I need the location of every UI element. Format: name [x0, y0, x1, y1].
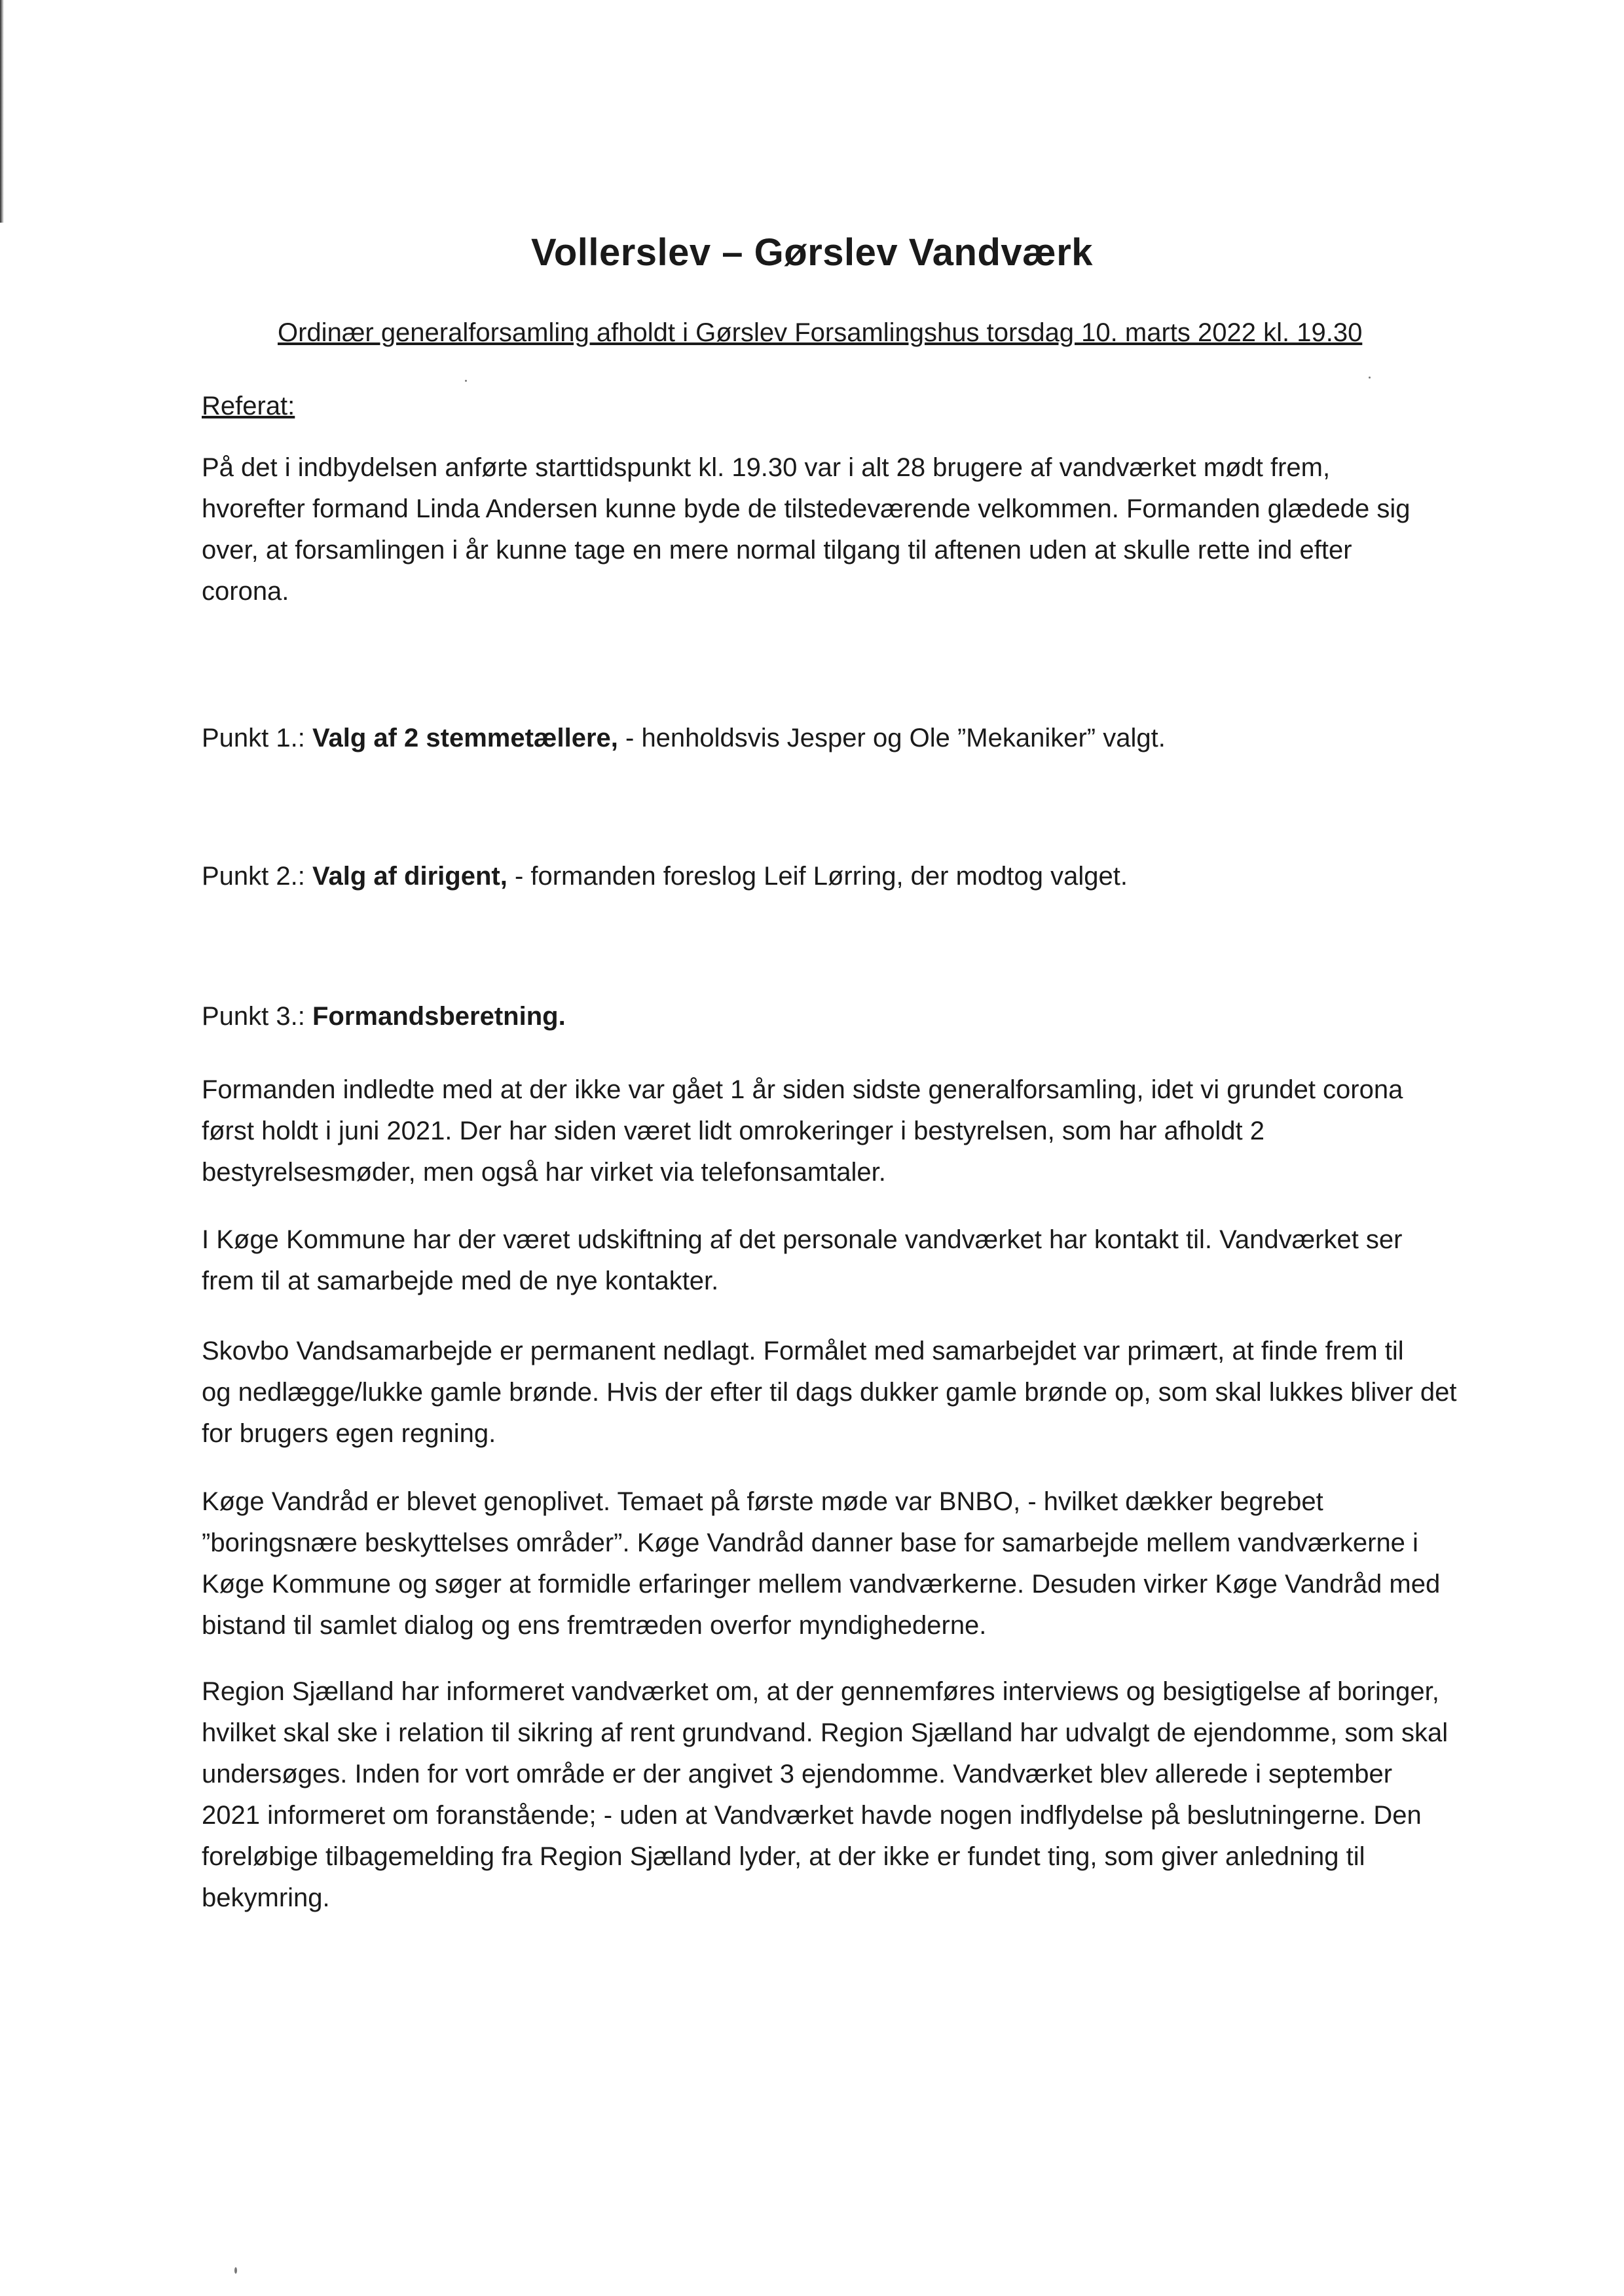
punkt-1-prefix: Punkt 1.:: [202, 724, 312, 752]
paragraph-line: foreløbige tilbagemelding fra Region Sjælland lyder, at der ikke er fundet ting, som giver anledning til: [202, 1842, 1365, 1871]
paragraph-line: Formanden indledte med at der ikke var gået 1 år siden sidste generalforsamling, idet vi grundet corona: [202, 1075, 1403, 1104]
paragraph-line: for brugers egen regning.: [202, 1419, 496, 1448]
paragraph-line: bistand til samlet dialog og ens fremtræden overfor myndighederne.: [202, 1611, 987, 1640]
formand-paragraph-1: [202, 1069, 1531, 1193]
punkt-2: [202, 862, 1128, 891]
formand-paragraph-5: [202, 1671, 1531, 1919]
paragraph-line: Skovbo Vandsamarbejde er permanent nedlagt. Formålet med samarbejdet var primært, at finde frem til: [202, 1337, 1404, 1365]
intro-line: hvorefter formand Linda Andersen kunne byde de tilstedeværende velkommen. Formanden glædede sig: [202, 494, 1411, 523]
referat-label: Referat:: [202, 392, 295, 420]
paragraph-line: Køge Vandråd er blevet genoplivet. Temaet på første møde var BNBO, - hvilket dækker begrebet: [202, 1487, 1323, 1516]
paragraph-line: hvilket skal ske i relation til sikring af rent grundvand. Region Sjælland har udvalgt de ejendomme, som skal: [202, 1718, 1449, 1747]
paragraph-line: Region Sjælland har informeret vandværket om, at der gennemføres interviews og besigtigelse af boringer,: [202, 1677, 1439, 1706]
punkt-1-heading: Valg af 2 stemmetællere,: [312, 724, 618, 752]
intro-line: På det i indbydelsen anførte starttidspunkt kl. 19.30 var i alt 28 brugere af vandværket mødt frem,: [202, 453, 1331, 482]
formand-paragraph-3: [202, 1331, 1531, 1454]
formand-paragraph-4: [202, 1481, 1531, 1646]
document-title: Vollerslev – Gørslev Vandværk: [530, 231, 1094, 274]
paragraph-line: 2021 informeret om foranstående; - uden at Vandværket havde nogen indflydelse på beslutningerne. Den: [202, 1801, 1422, 1830]
paragraph-line: ”boringsnære beskyttelses områder”. Køge Vandråd danner base for samarbejde mellem vandværkerne i: [202, 1528, 1418, 1557]
intro-line: over, at forsamlingen i år kunne tage en mere normal tilgang til aftenen uden at skulle rette ind efter: [202, 536, 1352, 565]
paragraph-line: undersøges. Inden for vort område er der angivet 3 ejendomme. Vandværket blev allerede i september: [202, 1760, 1393, 1788]
punkt-3-heading: Formandsberetning.: [312, 1002, 566, 1031]
intro-paragraph: [202, 447, 1531, 612]
punkt-3: [202, 1002, 566, 1031]
meeting-subtitle: Ordinær generalforsamling afholdt i Gørslev Forsamlingshus torsdag 10. marts 2022 kl. 19.30: [278, 318, 1363, 347]
punkt-2-heading: Valg af dirigent,: [312, 862, 507, 891]
paragraph-line: frem til at samarbejde med de nye kontakter.: [202, 1267, 719, 1295]
paragraph-line: først holdt i juni 2021. Der har siden været lidt omrokeringer i bestyrelsen, som har afholdt 2: [202, 1117, 1264, 1145]
paragraph-line: Køge Kommune og søger at formidle erfaringer mellem vandværkerne. Desuden virker Køge Vandråd med: [202, 1570, 1441, 1599]
scan-edge-shadow: [0, 0, 4, 223]
punkt-2-prefix: Punkt 2.:: [202, 862, 312, 891]
paragraph-line: bestyrelsesmøder, men også har virket via telefonsamtaler.: [202, 1158, 886, 1187]
paragraph-line: bekymring.: [202, 1883, 330, 1912]
formand-paragraph-2: [202, 1219, 1531, 1302]
scan-speck: [234, 2267, 237, 2274]
intro-line: corona.: [202, 577, 289, 606]
scan-speck: [465, 380, 467, 382]
paragraph-line: og nedlægge/lukke gamle brønde. Hvis der efter til dags dukker gamle brønde op, som skal lukkes bliver det: [202, 1378, 1457, 1407]
punkt-1: [202, 724, 1166, 753]
punkt-3-prefix: Punkt 3.:: [202, 1002, 312, 1031]
punkt-2-text: - formanden foreslog Leif Lørring, der modtog valget.: [507, 862, 1128, 891]
punkt-1-text: - henholdsvis Jesper og Ole ”Mekaniker” valgt.: [618, 724, 1166, 752]
scan-speck: [1369, 377, 1371, 379]
paragraph-line: I Køge Kommune har der været udskiftning af det personale vandværket har kontakt til. Vandværket ser: [202, 1225, 1403, 1254]
